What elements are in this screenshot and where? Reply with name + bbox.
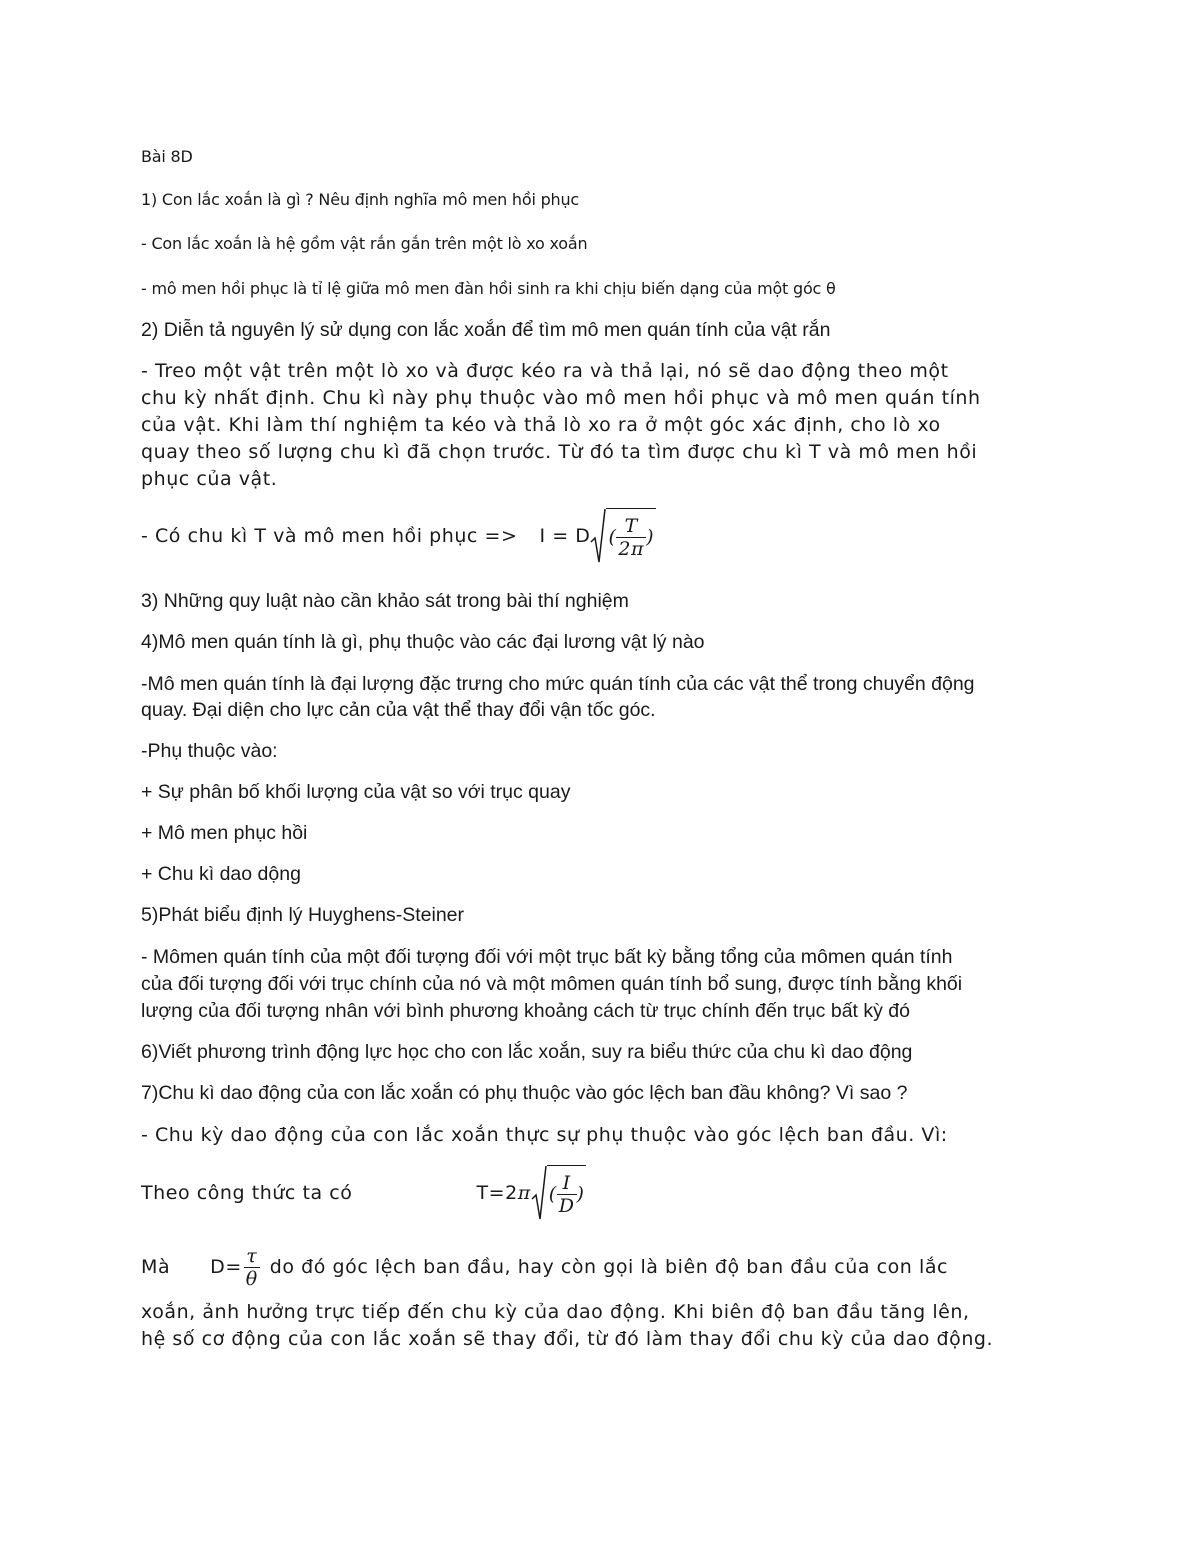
question-3: 3) Những quy luật nào cần khảo sát trong bài thí nghiệm [141, 590, 629, 612]
fraction-denominator: θ [245, 1268, 258, 1290]
formula-period-lhs: T=2 [476, 1181, 518, 1204]
formula-d-lhs: D= [210, 1256, 242, 1278]
question-1: 1) Con lắc xoắn là gì ? Nêu định nghĩa mô men hồi phục [141, 190, 580, 209]
answer-5-line-2: của đối tượng đối với trục chính của nó và một mômen quán tính bổ sung, được tính bằng khối [141, 973, 963, 995]
sqrt-symbol-period: ( $\frac{I}{D}$ ) [531, 1165, 587, 1221]
question-7: 7)Chu kì dao động của con lắc xoắn có phụ thuộc vào góc lệch ban đầu không? Vì sao ? [141, 1082, 908, 1104]
answer-4-line-5: + Mô men phục hồi [141, 822, 308, 844]
fraction-tau-over-theta [244, 1245, 260, 1290]
answer-2-line-3: của vật. Khi làm thí nghiệm ta kéo và thả lò xo ra ở một góc xác định, cho lò xo [141, 414, 941, 436]
answer-2-line-2: chu kỳ nhất định. Chu kì này phụ thuộc vào mô men hồi phục và mô men quán tính [141, 387, 981, 409]
fraction-denominator: D [558, 1195, 575, 1217]
fraction-denominator: 2π [618, 538, 645, 560]
answer-5-line-3: lượng của đối tượng nhân với bình phương khoảng cách từ trục chính đến trục bất kỳ đó [141, 1000, 910, 1022]
answer-5-line-1: - Mômen quán tính của một đối tượng đối với một trục bất kỳ bằng tổng của mômen quán tính [141, 946, 953, 968]
radical-sign-icon [590, 508, 606, 564]
formula-inertia [141, 508, 656, 564]
answer-7-line-5: hệ số cơ động của con lắc xoắn sẽ thay đổi, từ đó làm thay đổi chu kỳ của dao động. [141, 1328, 994, 1350]
fraction-i-over-d [557, 1172, 577, 1217]
formula-d [141, 1245, 948, 1290]
fraction-numerator: T [624, 515, 638, 537]
answer-4-line-2: quay. Đại diện cho lực cản của vật thể thay đổi vận tốc góc. [141, 699, 656, 721]
question-2: 2) Diễn tả nguyên lý sử dụng con lắc xoắn để tìm mô men quán tính của vật rắn [141, 319, 831, 341]
document-title: Bài 8D [141, 147, 193, 166]
answer-4-line-1: -Mô men quán tính là đại lượng đặc trưng cho mức quán tính của các vật thể trong chuyển động [141, 673, 975, 695]
answer-2-line-1: - Treo một vật trên một lò xo và được kéo ra và thả lại, nó sẽ dao động theo một [141, 360, 949, 382]
answer-1-line-1: - Con lắc xoắn là hệ gồm vật rắn gắn trên một lò xo xoắn [141, 234, 588, 253]
sqrt-symbol: ( $\frac{T}{2\pi}$ ) [590, 508, 656, 564]
formula-inertia-lhs: I = D [539, 524, 591, 547]
answer-1-line-2: - mô men hồi phục là tỉ lệ giữa mô men đàn hồi sinh ra khi chịu biến dạng của một góc θ [141, 279, 836, 298]
radical-sign-icon [531, 1165, 547, 1221]
question-5: 5)Phát biểu định lý Huyghens-Steiner [141, 904, 465, 926]
question-4: 4)Mô men quán tính là gì, phụ thuộc vào các đại lương vật lý nào [141, 631, 705, 653]
fraction-t-over-2pi [616, 515, 646, 560]
answer-4-line-6: + Chu kì dao dộng [141, 863, 301, 885]
answer-4-line-3: -Phụ thuộc vào: [141, 740, 278, 762]
formula-d-suffix: do đó góc lệch ban đầu, hay còn gọi là biên độ ban đầu của con lắc [269, 1256, 949, 1278]
answer-7-line-4: xoắn, ảnh hưởng trực tiếp đến chu kỳ của dao động. Khi biên độ ban đầu tăng lên, [141, 1301, 970, 1323]
question-6: 6)Viết phương trình động lực học cho con lắc xoắn, suy ra biểu thức của chu kì dao động [141, 1041, 913, 1063]
fraction-numerator: I [562, 1172, 571, 1194]
fraction-numerator: τ [246, 1245, 258, 1267]
formula-period-pi: π [517, 1181, 531, 1204]
formula-period [141, 1165, 586, 1221]
formula-d-prefix: Mà [141, 1256, 171, 1278]
answer-2-line-4: quay theo số lượng chu kì đã chọn trước. Từ đó ta tìm được chu kì T và mô men hồi [141, 441, 978, 463]
answer-7-line-1: - Chu kỳ dao động của con lắc xoắn thực sự phụ thuộc vào góc lệch ban đầu. Vì: [141, 1124, 948, 1146]
answer-4-line-4: + Sự phân bố khối lượng của vật so với trục quay [141, 781, 571, 803]
answer-2-line-5: phục của vật. [141, 468, 278, 490]
formula-period-label: Theo công thức ta có [141, 1181, 353, 1204]
formula-inertia-prefix: - Có chu kì T và mô men hồi phục => [141, 524, 518, 547]
